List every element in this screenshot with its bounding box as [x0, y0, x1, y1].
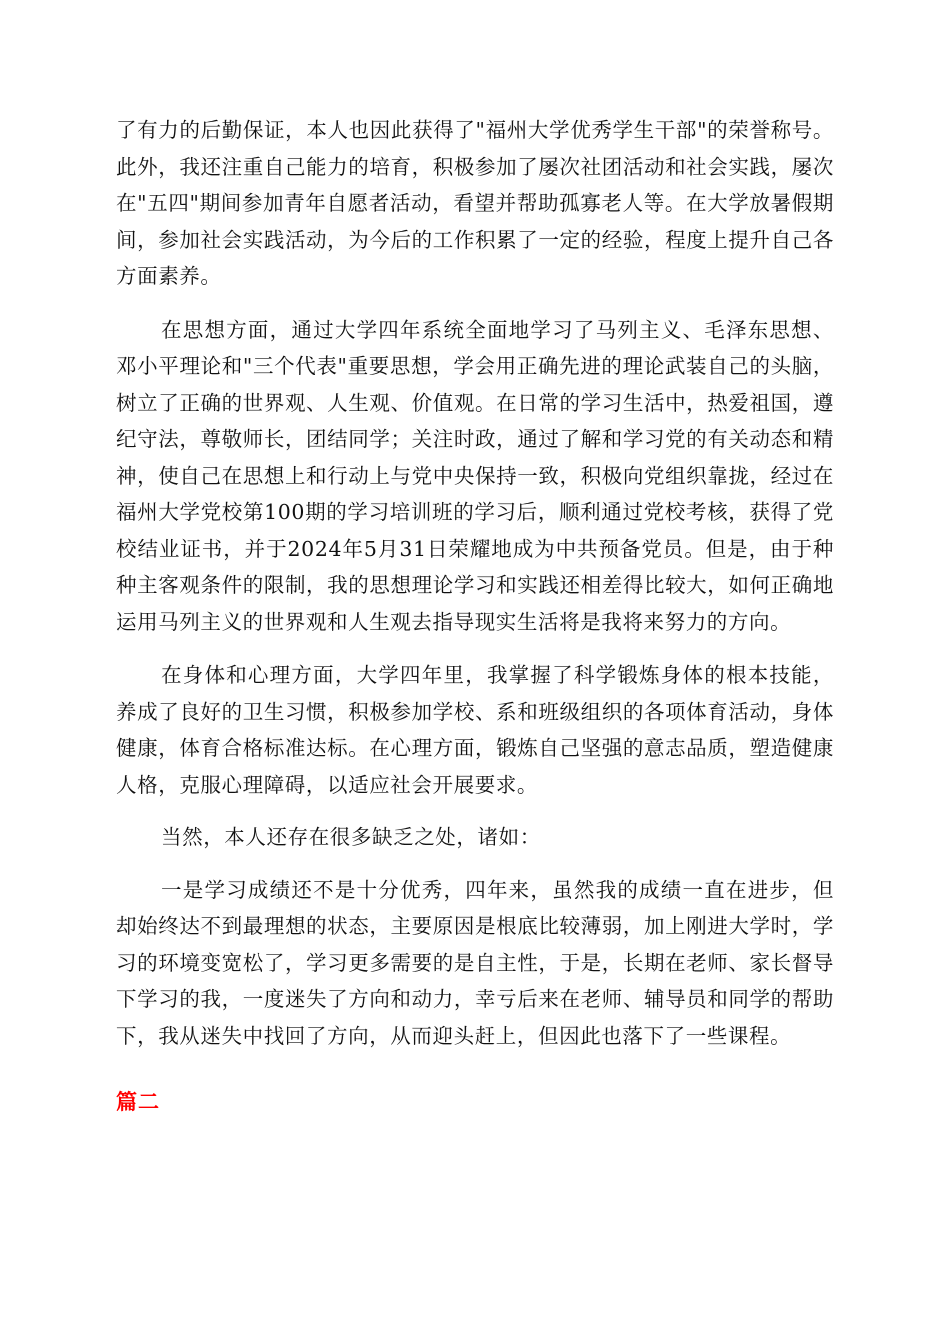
paragraph-health: 在身体和心理方面，大学四年里，我掌握了科学锻炼身体的根本技能，养成了良好的卫生习惯，积极参加学校、系和班级组织的各项体育活动，身体健康，体育合格标准达标。在心理方面，锻炼自己坚强的意志品质，塑造健康人格，克服心理障碍，以适应社会开展要求。 [116, 663, 834, 797]
document-body [116, 112, 834, 1120]
paragraph-shortcomings-intro: 当然，本人还存在很多缺乏之处，诸如： [161, 825, 541, 849]
paragraph-continuation: 了有力的后勤保证，本人也因此获得了"福州大学优秀学生干部"的荣誉称号。此外，我还注重自己能力的培育，积极参加了屡次社团活动和社会实践，屡次在"五四"期间参加青年自愿者活动，看望并帮助孤寡老人等。在大学放暑假期间，参加社会实践活动，为今后的工作积累了一定的经验，程度上提升自己各方面素养。 [116, 118, 834, 288]
paragraph-shortcoming-study: 一是学习成绩还不是十分优秀，四年来，虽然我的成绩一直在进步，但却始终达不到最理想的状态，主要原因是根底比较薄弱，加上刚进大学时，学习的环境变宽松了，学习更多需要的是自主性，于是，长期在老师、家长督导下学习的我，一度迷失了方向和动力，幸亏后来在老师、辅导员和同学的帮助下，我从迷失中找回了方向，从而迎头赶上，但因此也落下了一些课程。 [116, 877, 834, 1048]
section-heading: 篇二 [116, 1089, 160, 1114]
paragraph-ideology: 在思想方面，通过大学四年系统全面地学习了马列主义、毛泽东思想、邓小平理论和"三个代表"重要思想，学会用正确先进的理论武装自己的头脑，树立了正确的世界观、人生观、价值观。在日常的学习生活中，热爱祖国，遵纪守法，尊敬师长，团结同学；关注时政，通过了解和学习党的有关动态和精神，使自己在思想上和行动上与党中央保持一致，积极向党组织靠拢，经过在福州大学党校第100期的学习培训班的学习后，顺利通过党校考核，获得了党校结业证书，并于2024年5月31日荣耀地成为中共预备党员。但是，由于种种主客观条件的限制，我的思想理论学习和实践还相差得比较大，如何正确地运用马列主义的世界观和人生观去指导现实生活将是我将来努力的方向。 [116, 317, 834, 634]
